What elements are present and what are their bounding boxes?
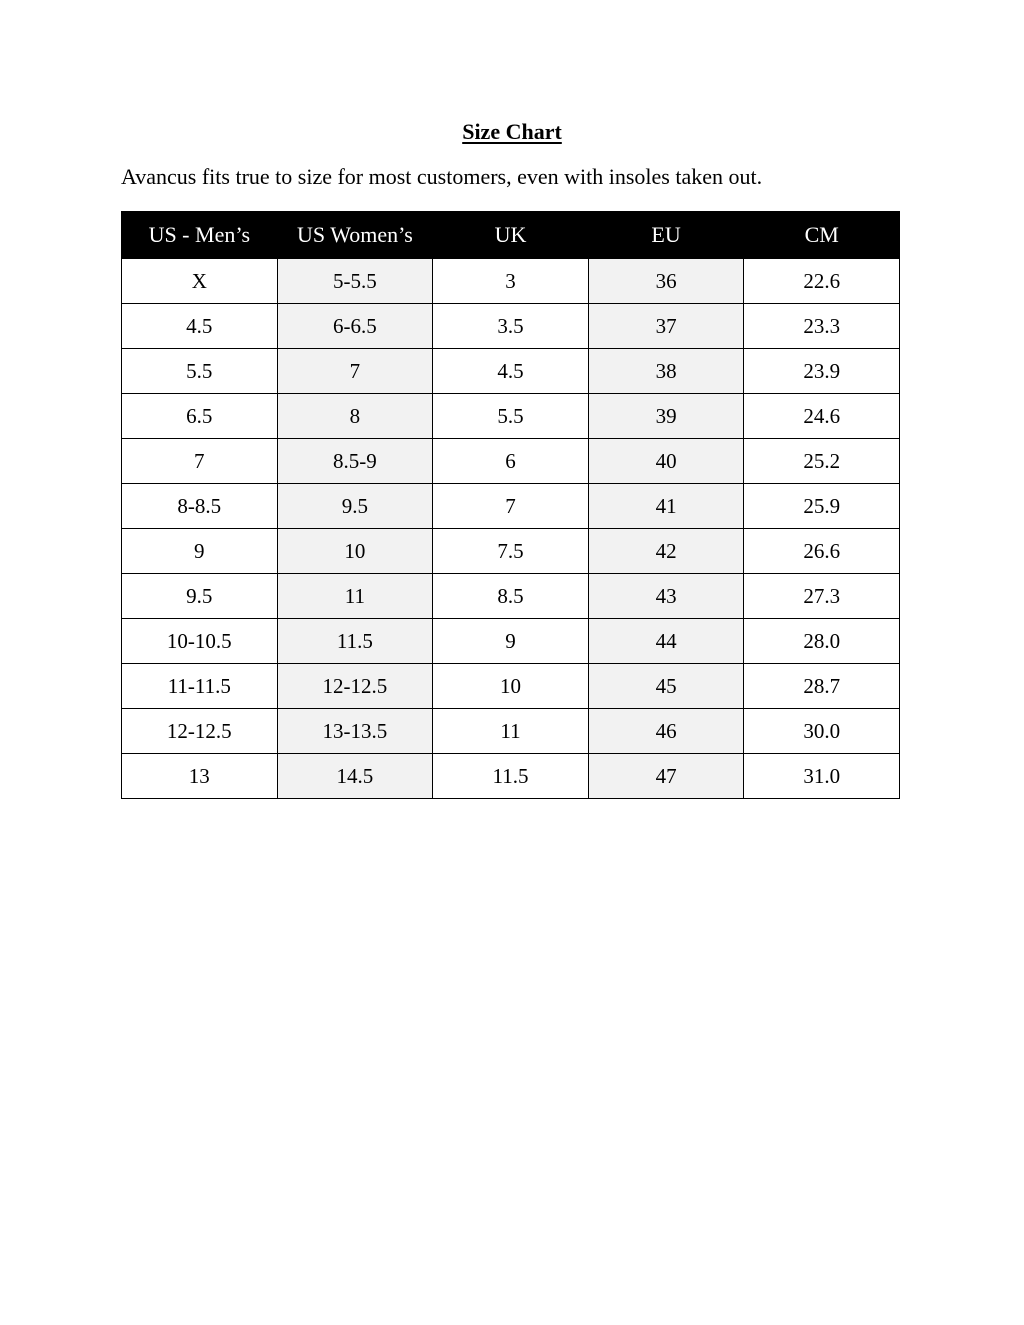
cell-cm: 27.3	[744, 574, 900, 619]
cell-uk: 5.5	[433, 394, 589, 439]
cell-us-mens: 12-12.5	[122, 709, 278, 754]
cell-us-womens: 6-6.5	[277, 304, 433, 349]
table-row	[122, 349, 900, 394]
table-row	[122, 259, 900, 304]
cell-eu: 42	[588, 529, 744, 574]
table-row	[122, 394, 900, 439]
cell-cm: 30.0	[744, 709, 900, 754]
cell-cm: 25.2	[744, 439, 900, 484]
cell-us-mens: X	[122, 259, 278, 304]
table-row	[122, 709, 900, 754]
cell-eu: 40	[588, 439, 744, 484]
header-cm: CM	[744, 212, 900, 259]
cell-eu: 43	[588, 574, 744, 619]
cell-eu: 47	[588, 754, 744, 799]
cell-uk: 3	[433, 259, 589, 304]
table-row	[122, 574, 900, 619]
cell-cm: 28.0	[744, 619, 900, 664]
cell-us-womens: 11.5	[277, 619, 433, 664]
cell-uk: 8.5	[433, 574, 589, 619]
cell-us-mens: 7	[122, 439, 278, 484]
cell-cm: 23.3	[744, 304, 900, 349]
cell-uk: 3.5	[433, 304, 589, 349]
cell-uk: 7.5	[433, 529, 589, 574]
cell-cm: 23.9	[744, 349, 900, 394]
header-us-mens: US - Men’s	[122, 212, 278, 259]
cell-uk: 4.5	[433, 349, 589, 394]
cell-uk: 11	[433, 709, 589, 754]
table-row	[122, 304, 900, 349]
cell-us-mens: 5.5	[122, 349, 278, 394]
cell-us-mens: 4.5	[122, 304, 278, 349]
cell-us-womens: 8.5-9	[277, 439, 433, 484]
cell-eu: 39	[588, 394, 744, 439]
table-row	[122, 619, 900, 664]
cell-cm: 31.0	[744, 754, 900, 799]
cell-eu: 44	[588, 619, 744, 664]
size-table	[121, 211, 900, 799]
cell-us-mens: 13	[122, 754, 278, 799]
intro-text: Avancus fits true to size for most customers, even with insoles taken out.	[121, 164, 763, 189]
cell-us-womens: 9.5	[277, 484, 433, 529]
cell-us-mens: 9	[122, 529, 278, 574]
cell-cm: 25.9	[744, 484, 900, 529]
cell-uk: 9	[433, 619, 589, 664]
table-row	[122, 664, 900, 709]
cell-us-mens: 8-8.5	[122, 484, 278, 529]
cell-us-womens: 11	[277, 574, 433, 619]
table-row	[122, 754, 900, 799]
table-header-row	[122, 212, 900, 259]
cell-us-womens: 14.5	[277, 754, 433, 799]
header-eu: EU	[588, 212, 744, 259]
cell-us-womens: 13-13.5	[277, 709, 433, 754]
page-title: Size Chart	[462, 119, 562, 144]
cell-eu: 36	[588, 259, 744, 304]
cell-us-womens: 10	[277, 529, 433, 574]
cell-cm: 24.6	[744, 394, 900, 439]
cell-us-womens: 5-5.5	[277, 259, 433, 304]
cell-uk: 6	[433, 439, 589, 484]
cell-us-womens: 12-12.5	[277, 664, 433, 709]
cell-uk: 10	[433, 664, 589, 709]
cell-eu: 45	[588, 664, 744, 709]
table-row	[122, 439, 900, 484]
table-row	[122, 529, 900, 574]
cell-eu: 38	[588, 349, 744, 394]
header-uk: UK	[433, 212, 589, 259]
cell-cm: 22.6	[744, 259, 900, 304]
cell-us-womens: 7	[277, 349, 433, 394]
cell-uk: 7	[433, 484, 589, 529]
cell-us-mens: 11-11.5	[122, 664, 278, 709]
cell-eu: 37	[588, 304, 744, 349]
cell-us-mens: 6.5	[122, 394, 278, 439]
cell-us-mens: 10-10.5	[122, 619, 278, 664]
cell-eu: 46	[588, 709, 744, 754]
table-row	[122, 484, 900, 529]
header-us-womens: US Women’s	[277, 212, 433, 259]
cell-cm: 28.7	[744, 664, 900, 709]
cell-us-mens: 9.5	[122, 574, 278, 619]
cell-cm: 26.6	[744, 529, 900, 574]
cell-eu: 41	[588, 484, 744, 529]
cell-us-womens: 8	[277, 394, 433, 439]
cell-uk: 11.5	[433, 754, 589, 799]
